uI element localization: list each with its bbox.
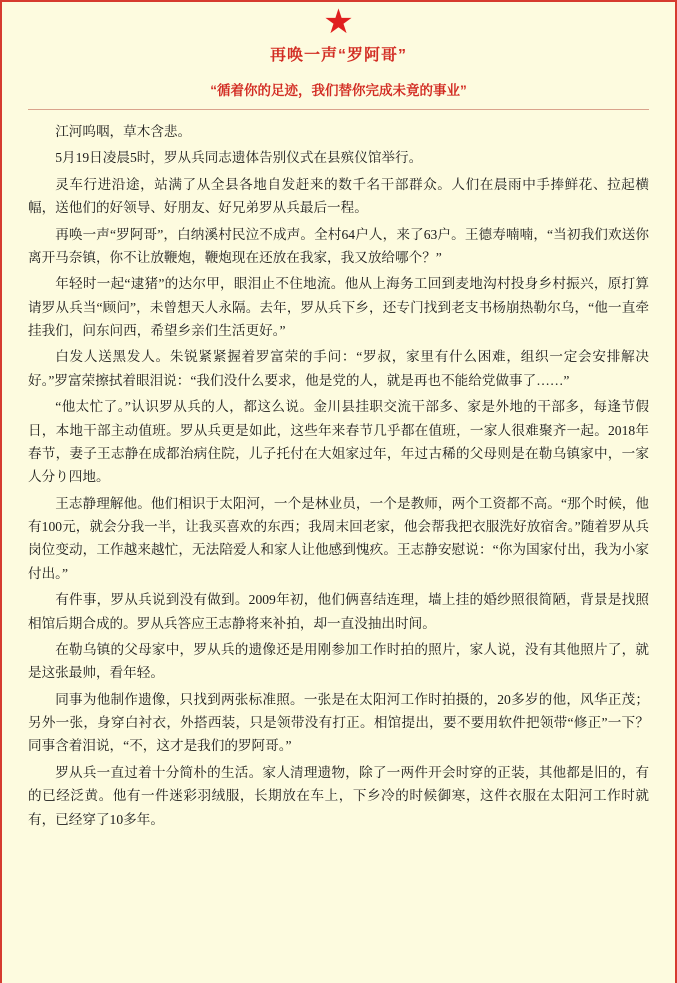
header-divider (28, 109, 649, 110)
star-icon: ★ (323, 4, 354, 41)
page-title: 再唤一声“罗阿哥” (269, 47, 407, 64)
article-body (2, 120, 675, 831)
paragraph: 有件事，罗从兵说到没有做到。2009年初，他们俩喜结连理，墙上挂的婚纱照很简陋，背景是找照相馆后期合成的。罗从兵答应王志静将来补拍，却一直没抽出时间。 (28, 592, 649, 631)
paragraph: 王志静理解他。他们相识于太阳河，一个是林业员，一个是教师，两个工资都不高。“那个时候，他有100元，就会分我一半，让我买喜欢的东西；我周末回老家，他会帮我把衣服洗好放宿舍。”随着罗从兵岗位变动，工作越来越忙，无法陪爱人和家人让他感到愧疚。王志静安慰说：“你为国家付出，我为小家付出。” (28, 495, 649, 581)
page-subtitle: “循着你的足迹，我们替你完成未竟的事业” (210, 83, 467, 98)
paragraph: 同事为他制作遗像，只找到两张标准照。一张是在太阳河工作时拍摄的，20多岁的他，风华正茂；另外一张，身穿白衬衣，外搭西装，只是领带没有打正。相馆提出，要不要用软件把领带“修正”一下？同事含着泪说，“不，这才是我们的罗阿哥。” (28, 691, 649, 754)
paragraph: 江河呜咽，草木含悲。 (55, 124, 192, 139)
paragraph: 再唤一声“罗阿哥”，白纳溪村民泣不成声。全村64户人，来了63户。王德寿喃喃，“当初我们欢送你离开马奈镇，你不让放鞭炮，鞭炮现在还放在我家，我又放给哪个？” (28, 226, 649, 265)
paragraph: “他太忙了。”认识罗从兵的人，都这么说。金川县挂职交流干部多、家是外地的干部多，每逢节假日，本地干部主动值班。罗从兵更是如此，这些年来春节几乎都在值班，一家人很难聚齐一起。2018年春节，妻子王志静在成都治病住院，儿子托付在大姐家过年，年过古稀的父母则是在勒乌镇家中，一家人分り四地。 (28, 399, 649, 485)
paragraph: 5月19日凌晨5时，罗从兵同志遗体告别仪式在县殡仪馆举行。 (55, 150, 423, 166)
paragraph: 罗从兵一直过着十分简朴的生活。家人清理遗物，除了一两件开会时穿的正装，其他都是旧的，有的已经泛黄。他有一件迷彩羽绒服，长期放在车上，下乡冷的时候御寒，这件衣服在太阳河工作时就有，已经穿了10多年。 (28, 764, 649, 827)
header-ornament (2, 2, 675, 41)
paragraph: 年轻时一起“逮猪”的达尔甲，眼泪止不住地流。他从上海务工回到麦地沟村投身乡村振兴，原打算请罗从兵当“顾问”，未曾想天人永隔。去年，罗从兵下乡，还专门找到老支书杨崩热勒尔乌，“他一直牵挂我们，问东问西，希望乡亲们生活更好。” (28, 276, 649, 338)
paragraph: 在勒乌镇的父母家中，罗从兵的遗像还是用刚参加工作时拍的照片，家人说，没有其他照片了，就是这张最帅，看年轻。 (28, 641, 649, 681)
paragraph: 灵车行进沿途，站满了从全县各地自发赶来的数千名干部群众。人们在晨雨中手捧鲜花、拉起横幅，送他们的好领导、好朋友、好兄弟罗从兵最后一程。 (28, 176, 649, 216)
paragraph: 白发人送黑发人。朱锐紧紧握着罗富荣的手问：“罗叔，家里有什么困难，组织一定会安排解决好。”罗富荣擦拭着眼泪说：“我们没什么要求，他是党的人，就是再也不能给党做事了……” (28, 349, 649, 388)
article-header (2, 42, 675, 99)
